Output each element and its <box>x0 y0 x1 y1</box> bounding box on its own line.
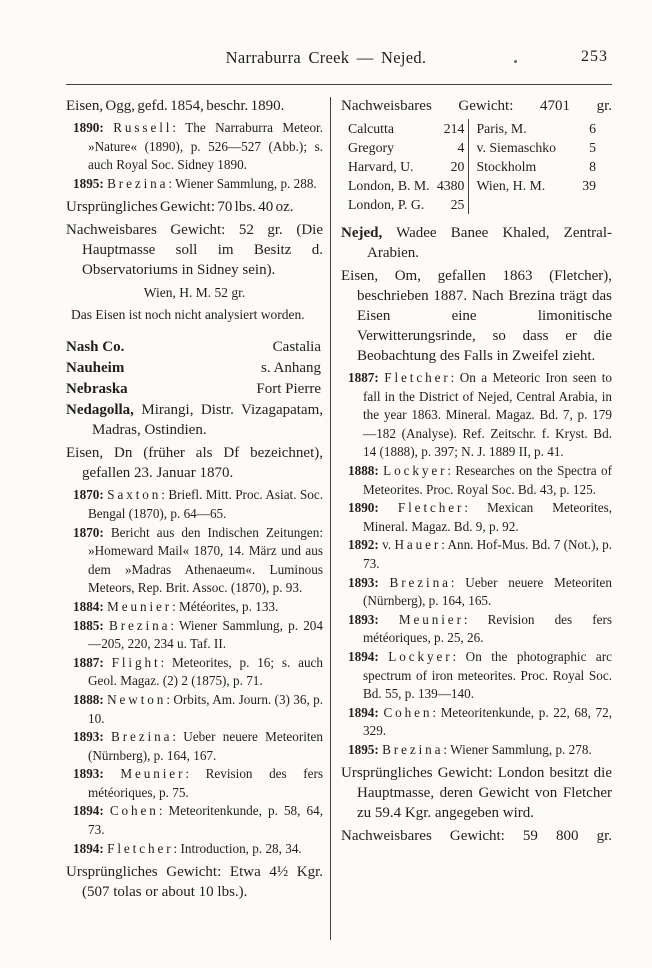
reference-item <box>66 524 323 598</box>
index-locality-name: Nash Co. <box>66 339 125 356</box>
entry-nejed <box>341 223 612 846</box>
right-column <box>330 96 612 905</box>
reference-year: 1887: <box>73 654 104 670</box>
reference-text: : Researches on the Spectra of Meteorites. Proc. Royal Soc. Bd. 43, p. 125. <box>363 462 612 497</box>
reference-item <box>341 704 612 741</box>
reference-year: 1870: <box>73 524 104 540</box>
traceable-weight: Nachweisbares Gewicht: 59 800 gr. <box>341 828 612 845</box>
weight-table-left-half <box>348 119 469 214</box>
reference-text: : Introduction, p. 28, 34. <box>173 840 302 856</box>
weight-table-row <box>476 176 596 195</box>
weight-table-row <box>348 157 464 176</box>
index-reference-value: Fort Pierre <box>256 381 321 398</box>
collection-name: v. Siemaschko <box>476 140 557 155</box>
traceable-weight: Nachweisbares Gewicht: 52 gr. (Die Hauptmasse soll im Besitz d. Observatoriums in Sidney sein). <box>66 222 323 279</box>
entry-locality: Wadee Banee Khaled, Zentral-Arabien. <box>367 225 612 261</box>
reference-item <box>341 536 612 573</box>
reference-item <box>341 574 612 611</box>
reference-year: 1887: <box>348 370 379 385</box>
collection-weight: 6 <box>589 121 596 136</box>
collection-name: London, B. M. <box>348 178 430 193</box>
entry-lead: Eisen, Dn (früher als Df bezeichnet), gefallen 23. Januar 1870. <box>66 445 323 482</box>
reference-author: Meunier <box>398 611 464 627</box>
ink-speck <box>514 60 517 63</box>
reference-year: 1893: <box>73 729 104 745</box>
entry-narraburra-weights <box>341 96 612 214</box>
reference-text: : On the photographic arc spectrum of iron meteorites. Proc. Royal Soc. Bd. 55, p. 139—140. <box>363 648 613 702</box>
reference-year: 1888: <box>73 691 104 707</box>
entry-narraburra-creek <box>66 96 323 324</box>
index-locality-name: Nauheim <box>66 360 125 377</box>
page-number: 253 <box>581 48 608 65</box>
collection-name: London, P. G. <box>348 197 425 212</box>
reference-year: 1892: <box>348 537 379 553</box>
reference-year: 1885: <box>73 617 104 633</box>
entry-locality: Mirangi, Distr. Vizagapatam, Madras, Ostindien. <box>92 402 323 439</box>
collection-weight: 8 <box>589 159 596 174</box>
collection-name: Gregory <box>348 140 394 155</box>
weight-table-row <box>476 138 596 157</box>
weight-table-row <box>348 119 464 138</box>
collection-weight: 4 <box>457 140 465 155</box>
reference-text: : Orbits, Am. Journ. (3) 36, p. 10. <box>88 691 323 726</box>
index-row <box>66 358 323 379</box>
reference-author: Brezina <box>111 729 173 745</box>
reference-text: : Briefl. Mitt. Proc. Asiat. Soc. Bengal (1870), p. 64—65. <box>88 487 323 521</box>
reference-author: Cohen <box>109 803 159 819</box>
reference-year: 1890: <box>73 120 104 135</box>
reference-item <box>66 728 323 765</box>
reference-text: : Meteoritenkunde, p. 22, 68, 72, 329. <box>363 704 613 739</box>
weight-table <box>341 119 612 214</box>
traceable-weight: Nachweisbares Gewicht: 4701 gr. <box>341 98 612 114</box>
weight-table-row <box>348 138 464 157</box>
entry-heading <box>66 400 323 440</box>
reference-list <box>66 486 323 858</box>
reference-item <box>66 617 323 654</box>
reference-author-prefix: v. <box>382 537 395 553</box>
collection-weight: 25 <box>450 197 465 212</box>
reference-text: : Mexican Meteorites, Mineral. Magaz. Bd. 9, p. 92. <box>363 500 612 534</box>
reference-text: Bericht aus den Indischen Zeitungen: »Homeward Mail« 1870, 14. März und aus dem »Madras Athenaeum«. Luminous Meteors, Rep. Brit. Assoc. (1870), p. 93. <box>88 524 323 596</box>
reference-author: Brezina <box>389 574 451 590</box>
reference-year: 1893: <box>73 766 104 782</box>
reference-author: Hauer <box>394 537 442 553</box>
entry-lead: Eisen, Ogg, gefd. 1854, beschr. 1890. <box>66 98 285 114</box>
reference-year: 1870: <box>73 487 104 503</box>
collection-weight: 20 <box>450 159 465 174</box>
collection-name: Calcutta <box>348 121 394 136</box>
reference-item <box>66 765 323 802</box>
entry-heading <box>341 223 612 263</box>
entry-name: Nedagolla, <box>66 402 134 419</box>
reference-item <box>66 119 323 175</box>
reference-author: Russell <box>113 120 173 135</box>
reference-author: Fletcher <box>397 500 465 516</box>
reference-author: Meunier <box>120 766 186 782</box>
reference-year: 1894: <box>73 803 104 819</box>
reference-year: 1893: <box>348 574 379 590</box>
reference-author: Newton <box>107 691 167 707</box>
reference-text: : Meteoritenkunde, p. 58, 64, 73. <box>88 803 324 838</box>
index-row <box>66 337 323 358</box>
reference-item <box>341 648 612 704</box>
reference-year: 1888: <box>348 462 379 478</box>
reference-item <box>341 462 612 499</box>
reference-item <box>66 840 323 859</box>
reference-text: : Revision des fers météoriques, p. 25, 26. <box>363 611 612 646</box>
collection-weight: 39 <box>582 178 596 193</box>
reference-list <box>66 119 323 193</box>
index-row <box>66 379 323 400</box>
original-weight: Ursprüngliches Gewicht: 70 lbs. 40 oz. <box>66 199 294 216</box>
reference-item <box>66 654 323 691</box>
reference-text: : Météorites, p. 133. <box>172 598 279 614</box>
reference-item <box>66 175 323 194</box>
reference-text: : Meteorites, p. 16; s. auch Geol. Magaz. (2) 2 (1875), p. 71. <box>88 654 324 689</box>
entry-name: Nejed, <box>341 225 383 241</box>
collection-name: Harvard, U. <box>348 159 414 174</box>
index-locality-name: Nebraska <box>66 381 128 398</box>
reference-item <box>66 486 323 523</box>
reference-year: 1895: <box>73 175 104 191</box>
reference-text: : Wiener Sammlung, p. 278. <box>443 741 592 757</box>
weight-table-row <box>348 195 464 214</box>
reference-year: 1890: <box>348 500 379 516</box>
reference-author: Meunier <box>107 598 173 614</box>
reference-item <box>66 802 323 839</box>
two-column-text <box>66 96 612 905</box>
collection-weight: 214 <box>443 121 465 136</box>
reference-year: 1894: <box>348 704 379 720</box>
reference-text: : The Narraburra Meteor. »Nature« (1890), p. 526—527 (Abb.); s. auch Royal Soc. Sidney 1890. <box>88 120 323 173</box>
weight-table-row <box>476 157 596 176</box>
running-head-title: Narraburra Creek — Nejed. <box>225 48 427 67</box>
entry-nedagolla <box>66 400 323 902</box>
reference-author: Cohen <box>383 704 433 720</box>
reference-author: Lockyer <box>383 462 448 478</box>
collection-name: Stockholm <box>476 159 537 174</box>
weight-table-row <box>476 119 596 138</box>
collection-weight: 4380 <box>436 178 465 193</box>
reference-list <box>341 369 612 759</box>
reference-author: Brezina <box>109 617 171 633</box>
reference-author: Lockyer <box>388 648 453 664</box>
reference-year: 1894: <box>348 648 379 664</box>
reference-item <box>341 499 612 536</box>
collection-name: Paris, M. <box>476 121 527 136</box>
reference-item <box>341 369 612 462</box>
reference-text: : Wiener Sammlung, p. 288. <box>168 175 317 191</box>
original-weight: Ursprüngliches Gewicht: London besitzt die Hauptmasse, deren Gewicht von Fletcher zu 59.4 Kgr. angegeben wird. <box>341 765 612 822</box>
reference-author: Brezina <box>382 741 444 757</box>
reference-text: : Ann. Hof-Mus. Bd. 7 (Not.), p. 73. <box>363 537 612 571</box>
reference-text: : Revision des fers météoriques, p. 75. <box>88 766 323 800</box>
left-column <box>66 96 330 905</box>
reference-year: 1894: <box>73 840 104 856</box>
reference-text: : Wiener Sammlung, p. 204—205, 220, 234 u. Taf. II. <box>88 617 323 652</box>
reference-year: 1893: <box>348 611 379 627</box>
reference-year: 1895: <box>348 741 379 757</box>
index-reference-value: Castalia <box>272 339 321 356</box>
reference-author: Flight <box>111 654 161 670</box>
header-rule <box>66 84 612 85</box>
index-reference-value: s. Anhang <box>261 360 321 377</box>
reference-item <box>341 741 612 760</box>
reference-year: 1884: <box>73 598 104 614</box>
reference-text: : Ueber neuere Meteoriten (Nürnberg), p. 164, 165. <box>363 574 612 609</box>
collection-weight: 5 <box>589 140 596 155</box>
reference-author: Saxton <box>107 487 162 503</box>
analysis-note: Das Eisen ist noch nicht analysiert worden. <box>71 307 305 323</box>
running-head <box>0 0 652 84</box>
reference-author: Brezina <box>107 175 169 191</box>
reference-item <box>66 598 323 617</box>
weight-table-row <box>348 176 464 195</box>
holding-note: Wien, H. M. 52 gr. <box>143 285 246 301</box>
reference-item <box>341 611 612 648</box>
reference-text: : On a Meteoric Iron seen to fall in the District of Nejed, Central Arabia, in the year 1863. Mineral. Magaz. Bd. 7, p. 179—182 (Analyse). Ref. Zeitschr. f. Kryst. Bd. 14 (1888), p. 397; N. J. 1889 II, p. 41. <box>363 370 613 460</box>
reference-author: Fletcher <box>384 370 451 385</box>
reference-text: : Ueber neuere Meteoriten (Nürnberg), p. 164, 167. <box>88 729 323 763</box>
reference-author: Fletcher <box>107 840 174 856</box>
reference-item <box>66 691 323 728</box>
collection-name: Wien, H. M. <box>476 178 546 193</box>
weight-table-right-half <box>469 119 612 214</box>
index-list <box>66 337 323 400</box>
entry-lead: Eisen, Om, gefallen 1863 (Fletcher), beschrieben 1887. Nach Brezina trägt das Eisen eine limonitische Verwitterungsrinde, so dass er die Beobachtung des Falls in Zweifel zieht. <box>341 268 612 364</box>
original-weight: Ursprüngliches Gewicht: Etwa 4½ Kgr. (507 tolas or about 10 lbs.). <box>66 864 323 901</box>
